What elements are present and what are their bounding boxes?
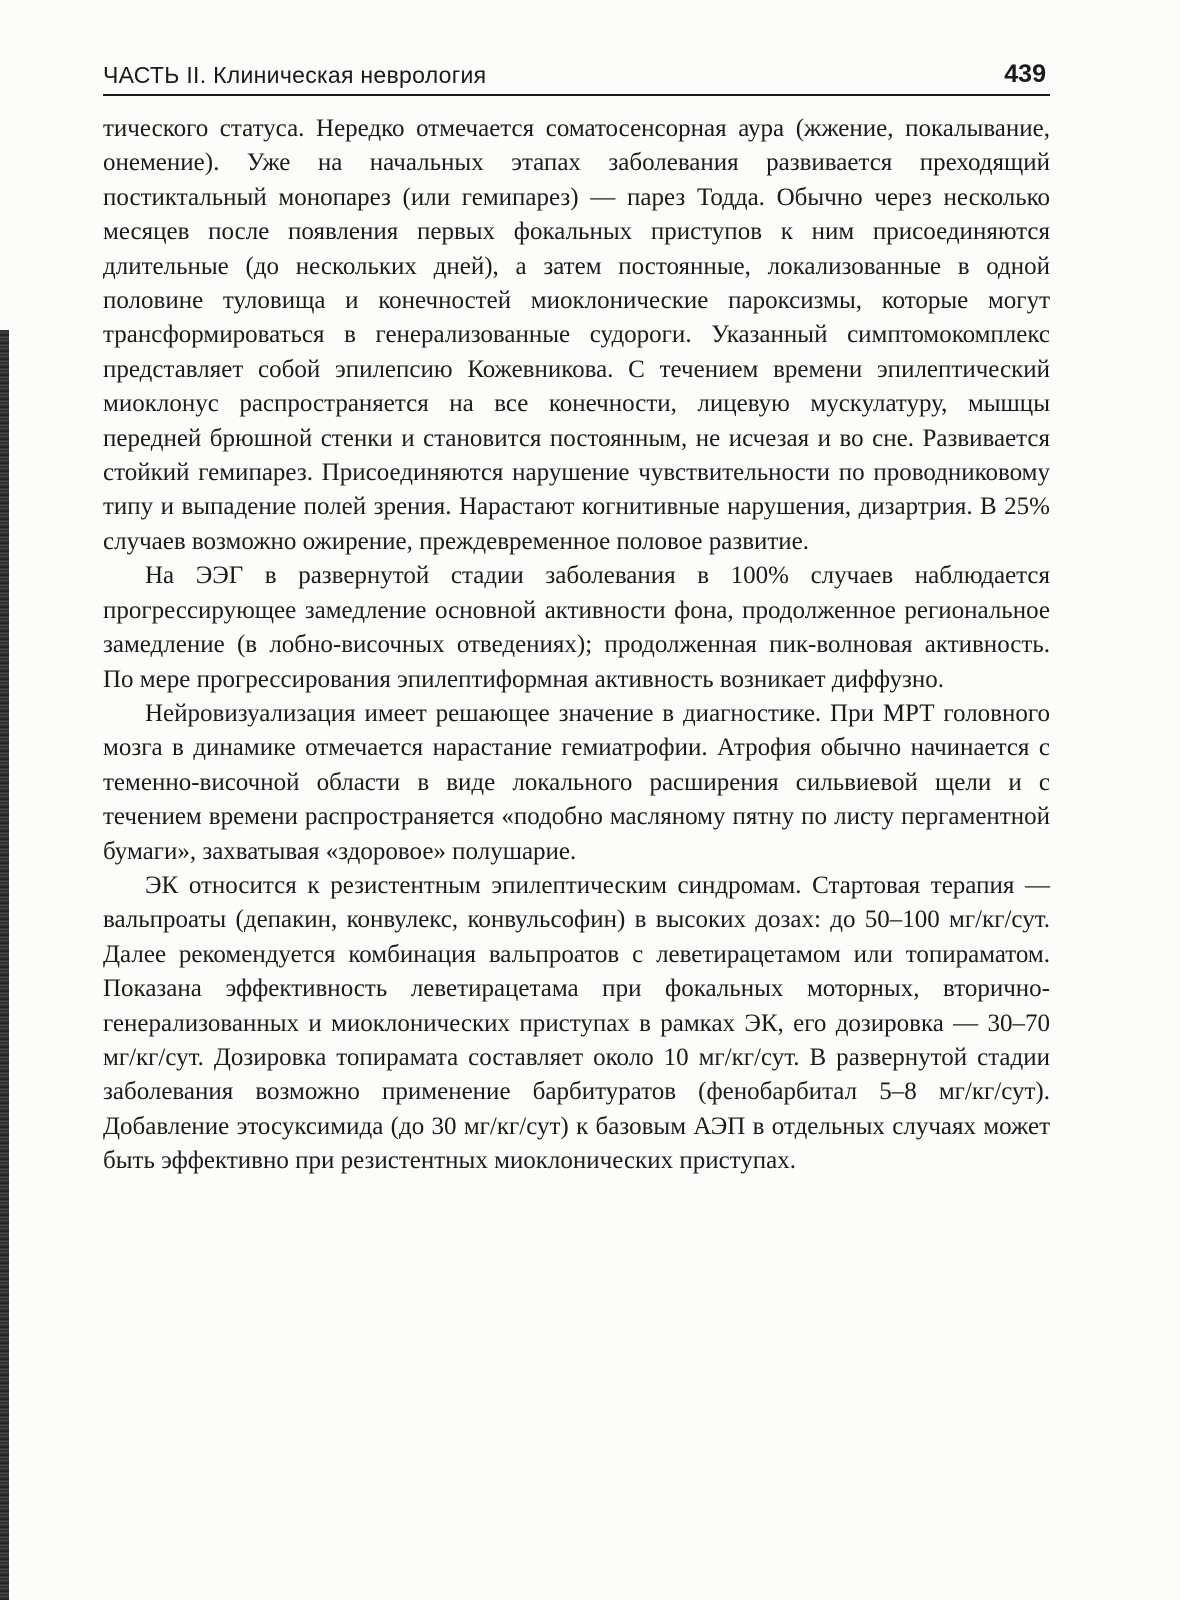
paragraph-neuroimaging: Нейровизуализация имеет решающее значение в диагностике. При МРТ головного мозга в динамике отмечается нарастание гемиатрофии. Атрофия обычно начинается с теменно-височной области в виде локального расширения сильвиевой щели и с течением времени распространяется «подобно масляному пятну по листу пергаментной бумаги», захватывая «здоровое» полушарие. (103, 699, 1050, 865)
paragraph-continuation: тического статуса. Нередко отмечается соматосенсорная аура (жжение, покалывание, онемение). Уже на начальных этапах заболевания развивается преходящий постиктальный монопарез (или гемипарез) — парез Тодда. Обычно через несколько месяцев после появления первых фокальных приступов к ним присоединяются длительные (до нескольких дней), а затем постоянные, локализованные в одной половине туловища и конечностей миоклонические пароксизмы, которые могут трансформироваться в генерализованные судороги. Указанный симптомокомплекс представляет собой эпилепсию Кожевникова. С течением времени эпилептический миоклонус распространяется на все конечности, лицевую мускулатуру, мышцы передней брюшной стенки и становится постоянным, не исчезая и во сне. Развивается стойкий гемипарез. Присоединяются нарушение чувствительности по проводниковому типу и выпадение полей зрения. Нарастают когнитивные нарушения, дизартрия. В 25% случаев возможно ожирение, преждевременное половое развитие. (103, 115, 1050, 555)
page-number: 439 (1004, 60, 1046, 88)
running-title: ЧАСТЬ II. Клиническая неврология (103, 62, 487, 88)
paragraph-therapy: ЭК относится к резистентным эпилептическим синдромам. Стартовая терапия — вальпроаты (депакин, конвулекс, конвульсофин) в высоких дозах: до 50–100 мг/кг/сут. Далее рекомендуется комбинация вальпроатов с леветирацетамом или топираматом. Показана эффективность леветирацетама при фокальных моторных, вторично-генерализованных и миоклонических приступах в рамках ЭК, его дозировка — 30–70 мг/кг/сут. Дозировка топирамата составляет около 10 мг/кг/сут. В развернутой стадии заболевания возможно применение барбитуратов (фенобарбитал 5–8 мг/кг/сут). Добавление этосуксимида (до 30 мг/кг/сут) к базовым АЭП в отдельных случаях может быть эффективно при резистентных миоклонических приступах. (103, 871, 1050, 1175)
page-header (103, 58, 1050, 96)
paragraph-eeg: На ЭЭГ в развернутой стадии заболевания в 100% случаев наблюдается прогрессирующее замедление основной активности фона, продолженное региональное замедление (в лобно-височных отведениях); продолженная пик-волновая активность. По мере прогрессирования эпилептиформная активность возникает диффузно. (103, 562, 1050, 693)
body-text (103, 112, 1050, 1179)
page-binding-edge (0, 330, 9, 1600)
